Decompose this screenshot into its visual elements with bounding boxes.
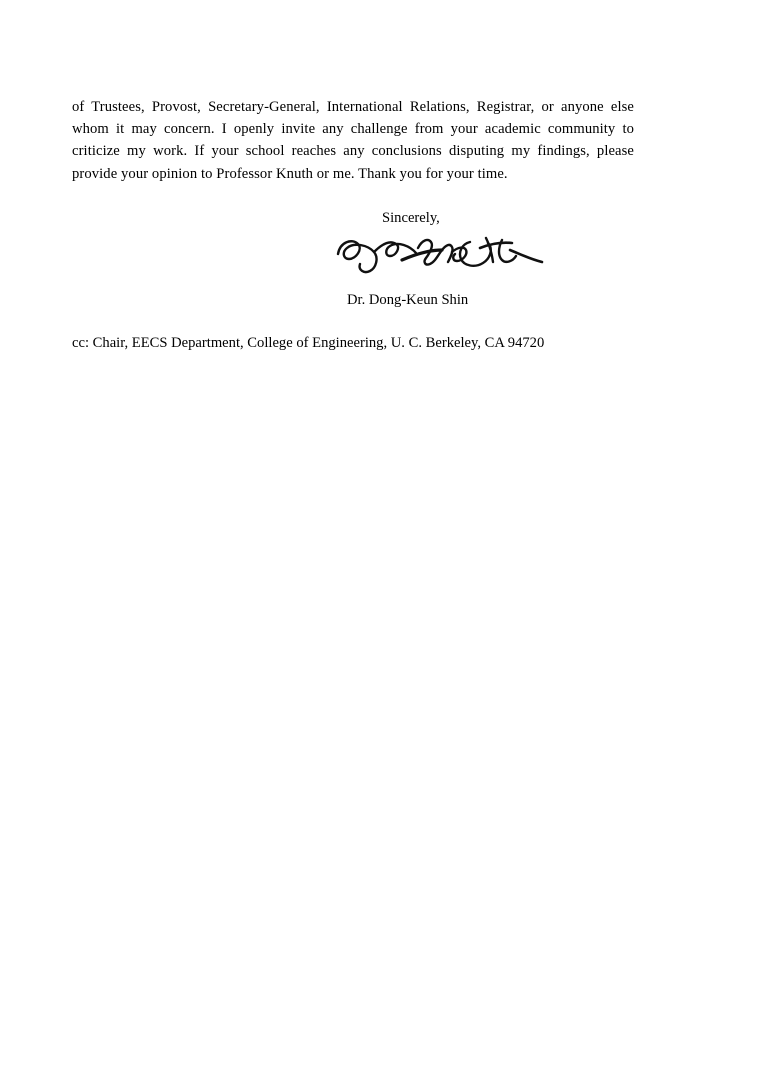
letter-body bbox=[72, 96, 634, 185]
cc-line: cc: Chair, EECS Department, College of Engineering, U. C. Berkeley, CA 94720 bbox=[72, 335, 545, 351]
body-paragraph: of Trustees, Provost, Secretary-General, International Relations, Registrar, or anyone else whom it may concern. I openly invite any challenge from your academic community to criticize my work. If your school reaches any conclusions disputing my findings, please provide your opinion to Professor Knuth or me. Thank you for your time. bbox=[72, 99, 634, 182]
signer-name: Dr. Dong-Keun Shin bbox=[347, 292, 469, 308]
signature-image bbox=[330, 228, 560, 278]
closing-salutation: Sincerely, bbox=[382, 210, 440, 226]
